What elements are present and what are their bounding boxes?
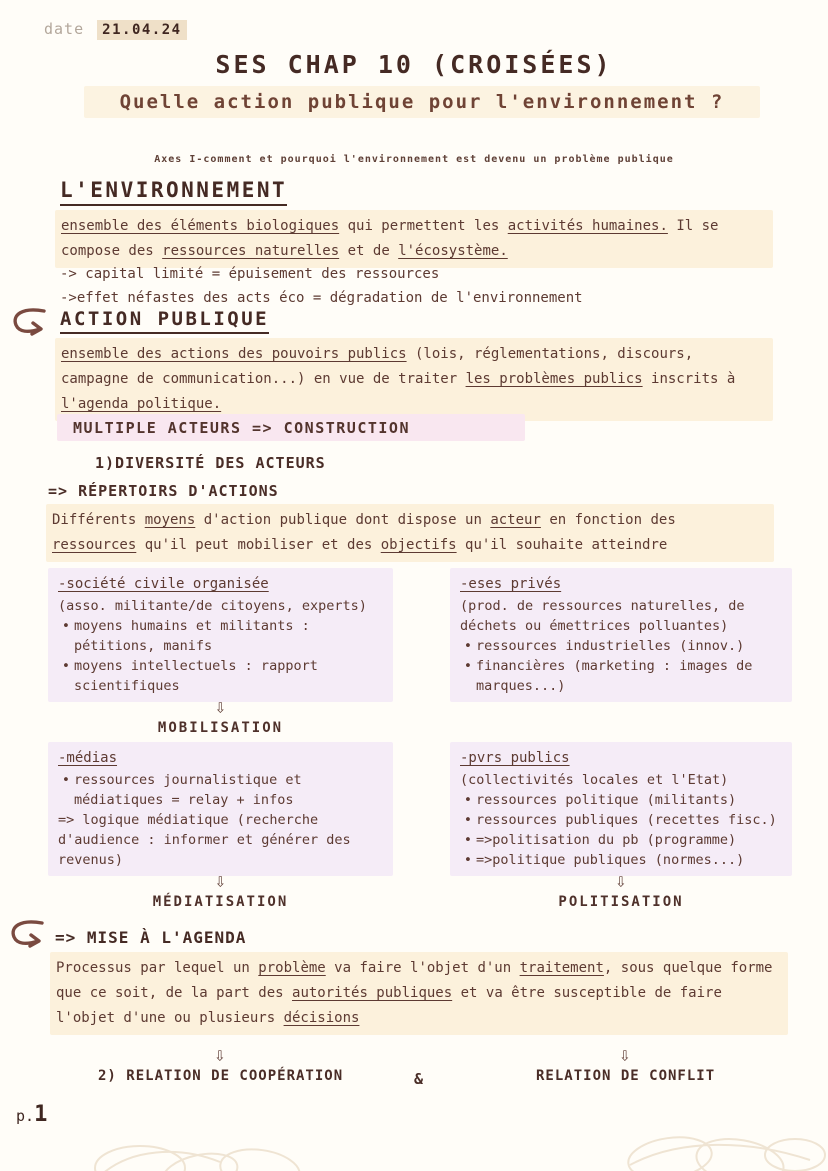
action-publique-section-heading (60, 308, 269, 334)
text-segment: activités humaines. (507, 218, 668, 234)
list-item (58, 770, 383, 810)
ampersand: & (414, 1070, 425, 1088)
text-segment: d'action publique dont dispose un (195, 512, 491, 528)
bullet-text: ressources publiques (recettes fisc.) (476, 812, 777, 828)
text-segment: traitement (519, 960, 604, 976)
actor-box-societe-civile (48, 568, 393, 702)
curved-arrow-icon (6, 918, 52, 952)
relation-conflit-label: RELATION DE CONFLIT (536, 1068, 716, 1084)
flow-label-politisation: POLITISATION (558, 894, 684, 910)
down-arrow-icon: ⇩ (214, 696, 227, 718)
repertoirs-intro (46, 504, 774, 562)
bullet-text: =>politisation du pb (programme) (476, 832, 737, 848)
date-row (44, 20, 187, 38)
page-number-value: 1 (34, 1102, 48, 1127)
down-arrow-icon: ⇩ (615, 870, 627, 892)
text-segment: autorités publiques (292, 985, 453, 1001)
action-publique-definition (55, 338, 773, 421)
text-segment: Différents (52, 512, 145, 528)
environnement-heading: L'ENVIRONNEMENT (60, 178, 287, 206)
text-segment: qui permettent les (339, 218, 508, 234)
flower-decoration (70, 1118, 330, 1171)
actor-subtitle: (asso. militante/de citoyens, experts) (58, 598, 367, 614)
text-segment: ensemble des actions des pouvoirs publics (61, 346, 407, 362)
actor-box-medias (48, 742, 393, 876)
text-segment: acteur (490, 512, 541, 528)
list-item (58, 616, 383, 656)
page-title: SES CHAP 10 (CROISÉES) (215, 50, 613, 79)
actor-title: -eses privés (460, 576, 562, 592)
actor-title: -société civile organisée (58, 576, 269, 592)
environnement-note-2: ->effet néfastes des acts éco = dégradation de l'environnement (60, 290, 583, 306)
environnement-definition (55, 210, 773, 268)
down-arrow-icon: ⇩ (214, 1044, 226, 1066)
text-segment: ressources naturelles (162, 243, 340, 259)
text-segment: va faire l'objet d'un (325, 960, 520, 976)
agenda-heading: => MISE À L'AGENDA (55, 928, 247, 947)
bullet-text: ressources journalistique et médiatiques = relay + infos (74, 772, 302, 808)
bullet-icon: • (463, 832, 473, 848)
text-segment: inscrits à (642, 371, 736, 387)
actor-title: -médias (58, 750, 118, 766)
bullet-icon: • (463, 852, 473, 868)
page-number-prefix: p. (16, 1107, 35, 1125)
text-segment: décisions (283, 1010, 360, 1026)
action-publique-heading: ACTION PUBLIQUE (60, 308, 269, 334)
list-item (460, 656, 782, 696)
text-segment: qu'il peut mobiliser et des (136, 537, 381, 553)
bullet-icon: • (463, 638, 473, 654)
down-arrow-icon: ⇩ (214, 870, 227, 892)
text-segment: qu'il souhaite atteindre (456, 537, 668, 553)
text-segment: en fonction des (540, 512, 676, 528)
subheading-repertoirs: => RÉPERTOIRS D'ACTIONS (48, 482, 279, 500)
bullet-text: moyens intellectuels : rapport scientifiques (74, 658, 318, 694)
bullet-text: ressources industrielles (innov.) (476, 638, 745, 654)
flower-decoration (610, 1110, 828, 1171)
date-value: 21.04.24 (97, 20, 186, 40)
flow-label-mediatisation: MÉDIATISATION (152, 894, 289, 910)
bullet-icon: • (463, 792, 473, 808)
actor-title: -pvrs publics (460, 750, 570, 766)
text-segment: , sous quelque forme que ce soit, de la part des (56, 960, 773, 1001)
text-segment: l'agenda politique. (61, 396, 222, 412)
environnement-note-1: -> capital limité = épuisement des ressources (60, 266, 440, 282)
bullet-icon: • (61, 618, 71, 634)
page-number (16, 1102, 47, 1127)
down-arrow-icon: ⇩ (619, 1044, 631, 1066)
curved-arrow-icon (8, 306, 54, 340)
list-item (460, 830, 782, 850)
list-item (58, 656, 383, 696)
subheading-diversite: 1)DIVERSITÉ DES ACTEURS (95, 454, 326, 472)
bullet-text: financières (marketing : images de marques...) (476, 658, 753, 694)
actor-box-pvrs-publics (450, 742, 792, 876)
text-segment: Il se compose des (61, 218, 719, 259)
agenda-definition (50, 952, 788, 1035)
relation-cooperation-label: 2) RELATION DE COOPÉRATION (98, 1068, 344, 1084)
list-item (460, 636, 782, 656)
bullet-text: moyens humains et militants : pétitions, manifs (74, 618, 310, 654)
actor-extra-note: => logique médiatique (recherche d'audience : informer et générer des revenus) (58, 812, 351, 868)
bullet-icon: • (463, 812, 473, 828)
bullet-icon: • (61, 772, 71, 788)
text-segment: problème (258, 960, 326, 976)
bullet-icon: • (61, 658, 71, 674)
list-item (460, 810, 782, 830)
list-item (460, 850, 782, 870)
text-segment: les problèmes publics (465, 371, 643, 387)
text-segment: Processus par lequel un (56, 960, 259, 976)
page-subtitle: Quelle action publique pour l'environnement ? (119, 91, 725, 113)
subtitle-banner (84, 86, 760, 118)
text-segment: moyens (144, 512, 196, 528)
multiple-acteurs-banner (57, 414, 525, 441)
text-segment: et de (339, 243, 399, 259)
actor-box-eses-prives (450, 568, 792, 702)
text-segment: et va être susceptible de faire l'objet d'une ou plusieurs (56, 985, 722, 1026)
text-segment: objectifs (380, 537, 457, 553)
bullet-text: =>politique publiques (normes...) (476, 852, 745, 868)
text-segment: l'écosystème. (398, 243, 508, 259)
text-segment: (lois, réglementations, discours, campagne de communication...) en vue de traiter (61, 346, 694, 387)
text-segment: ressources (52, 537, 137, 553)
bullet-icon: • (463, 658, 473, 674)
environnement-section-heading (60, 178, 287, 206)
axis-note: Axes I-comment et pourquoi l'environnement est devenu un problème publique (154, 154, 674, 165)
date-label: date (44, 20, 85, 38)
actor-subtitle: (collectivités locales et l'Etat) (460, 772, 729, 788)
actor-subtitle: (prod. de ressources naturelles, de déchets ou émettrices polluantes) (460, 598, 745, 634)
banner-text: MULTIPLE ACTEURS => CONSTRUCTION (73, 418, 410, 437)
list-item (460, 790, 782, 810)
flow-label-mobilisation: MOBILISATION (157, 720, 284, 736)
bullet-text: ressources politique (militants) (476, 792, 737, 808)
text-segment: ensemble des éléments biologiques (61, 218, 340, 234)
